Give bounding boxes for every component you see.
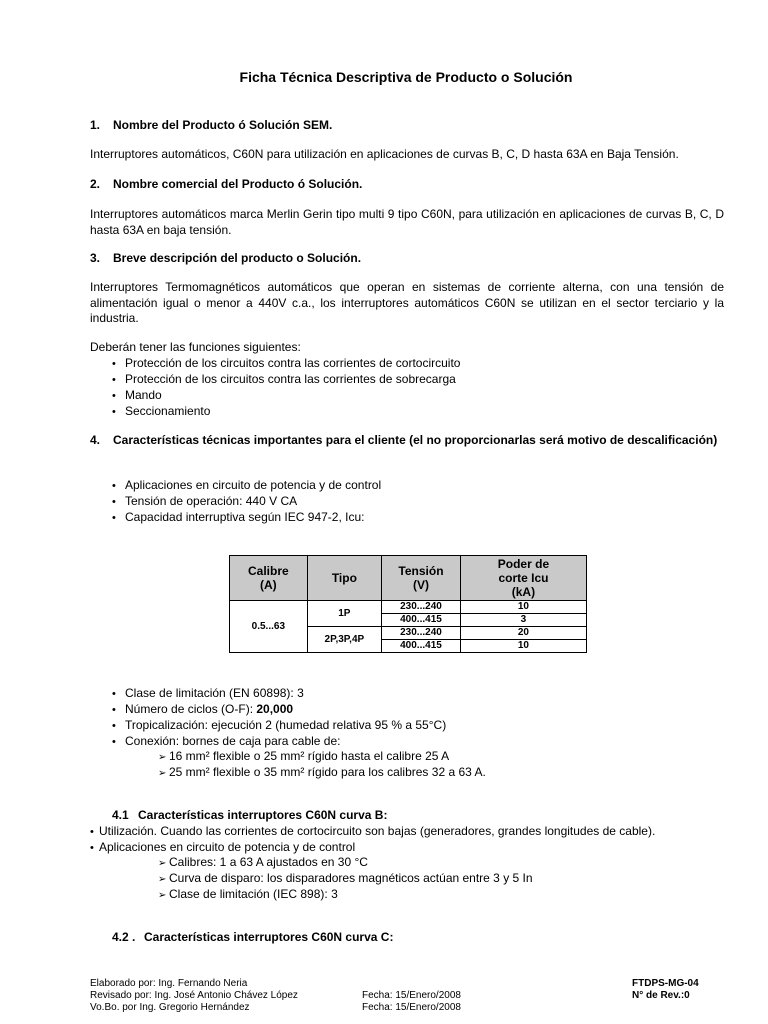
icu-cell: 20 <box>460 627 586 640</box>
header-tension: Tensión (V) <box>382 556 461 601</box>
section-4-1-title: Características interruptores C60N curva B: <box>138 808 388 822</box>
sub-list-item: ➢ Calibres: 1 a 63 A ajustados en 30 °C <box>158 855 368 872</box>
section-4-2-number: 4.2 . <box>112 930 136 944</box>
list-item: • Conexión: bornes de caja para cable de: <box>112 734 340 751</box>
list-item <box>90 824 655 841</box>
icu-cell: 10 <box>460 601 586 614</box>
icu-table <box>229 555 587 653</box>
footer-revision: N° de Rev.:0 <box>632 990 690 1001</box>
page-title: Ficha Técnica Descriptiva de Producto o Solución <box>239 69 573 85</box>
section-1-text: Interruptores automáticos, C60N para utilización en aplicaciones de curvas B, C, D hasta 63A en Baja Tensión. <box>90 147 679 161</box>
footer-fecha-1: Fecha: 15/Enero/2008 <box>362 990 461 1001</box>
section-4-title: Características técnicas importantes para el cliente (el no proporcionarlas será motivo de descalificación) <box>113 433 718 447</box>
footer-elaborado: Elaborado por: Ing. Fernando Neria <box>90 978 248 989</box>
section-1-title: Nombre del Producto ó Solución SEM. <box>113 118 333 132</box>
tipo-cell: 1P <box>307 601 381 627</box>
tension-cell: 230...240 <box>382 627 461 640</box>
sub-list-item: ➢ 25 mm² flexible o 35 mm² rígido para los calibres 32 a 63 A. <box>158 765 486 782</box>
section-4-2-heading <box>112 930 393 946</box>
tipo-cell: 2P,3P,4P <box>307 627 381 653</box>
footer-doc-code: FTDPS-MG-04 <box>632 978 699 989</box>
list-item: • Capacidad interruptiva según IEC 947-2, Icu: <box>112 510 364 527</box>
section-3-text: Interruptores Termomagnéticos automáticos que operan en sistemas de corriente alterna, con una tensión de alimentación igual o menor a 440V c.a., los interruptores automáticos C60N se utilizan en el sector terciario y la industria. <box>90 280 724 325</box>
list-item: • Tensión de operación: 440 V CA <box>112 494 297 511</box>
list-item: • Tropicalización: ejecución 2 (humedad relativa 95 % a 55°C) <box>112 718 446 735</box>
bullet-icon: • <box>90 842 94 854</box>
footer-fecha-2: Fecha: 15/Enero/2008 <box>362 1002 461 1013</box>
tension-cell: 230...240 <box>382 601 461 614</box>
table-header-row <box>230 556 587 601</box>
list-item: • Protección de los circuitos contra las corrientes de sobrecarga <box>112 372 456 389</box>
bullet-icon: • <box>90 826 94 838</box>
section-2-number: 2. <box>90 177 101 191</box>
table-row <box>230 601 587 614</box>
ciclos-label: Número de ciclos (O-F): <box>125 702 257 716</box>
list-item <box>112 702 293 719</box>
list-item-text: Utilización. Cuando las corrientes de cortocircuito son bajas (generadores, grandes longitudes de cable). <box>99 824 656 838</box>
section-1-heading <box>90 118 332 134</box>
sub-list-item: ➢ Curva de disparo: los disparadores magnéticos actúan entre 3 y 5 In <box>158 871 533 888</box>
tension-cell: 400...415 <box>382 614 461 627</box>
section-2-text: Interruptores automáticos marca Merlin Gerin tipo multi 9 tipo C60N, para utilización en aplicaciones de curvas B, C, D hasta 63A en baja tensión. <box>90 207 724 237</box>
ciclos-value: 20,000 <box>256 702 294 716</box>
list-item: • Mando <box>112 388 162 405</box>
section-4-1-number: 4.1 <box>112 808 129 822</box>
section-2-heading <box>90 177 362 193</box>
section-3-number: 3. <box>90 251 101 265</box>
tension-cell: 400...415 <box>382 640 461 653</box>
calibre-cell: 0.5...63 <box>230 601 308 653</box>
section-2-title: Nombre comercial del Producto ó Solución. <box>113 177 363 191</box>
section-1-number: 1. <box>90 118 101 132</box>
section-3-heading <box>90 251 361 267</box>
list-item-text: Aplicaciones en circuito de potencia y de control <box>99 840 356 854</box>
section-4-number: 4. <box>90 433 101 447</box>
icu-cell: 3 <box>460 614 586 627</box>
sub-list-item: ➢ Clase de limitación (IEC 898): 3 <box>158 887 338 904</box>
list-item: • Seccionamiento <box>112 404 210 421</box>
sub-list-item: ➢ 16 mm² flexible o 25 mm² rígido hasta el calibre 25 A <box>158 749 449 766</box>
footer-revisado: Revisado por: Ing. José Antonio Chávez López <box>90 990 298 1001</box>
section-4-1-heading <box>112 808 387 824</box>
section-4-heading <box>90 433 724 449</box>
functions-intro: Deberán tener las funciones siguientes: <box>90 340 301 354</box>
section-4-2-title: Características interruptores C60N curva C: <box>144 930 394 944</box>
list-item: • Protección de los circuitos contra las corrientes de cortocircuito <box>112 356 460 373</box>
header-calibre: Calibre (A) <box>230 556 308 601</box>
list-item: • Aplicaciones en circuito de potencia y de control <box>112 478 381 495</box>
list-item: • Clase de limitación (EN 60898): 3 <box>112 686 304 703</box>
header-tipo: Tipo <box>307 556 381 601</box>
icu-cell: 10 <box>460 640 586 653</box>
header-icu: Poder de corte Icu (kA) <box>460 556 586 601</box>
section-3-title: Breve descripción del producto o Solución. <box>113 251 362 265</box>
footer-vobo: Vo.Bo. por Ing. Gregorio Hernández <box>90 1002 250 1013</box>
